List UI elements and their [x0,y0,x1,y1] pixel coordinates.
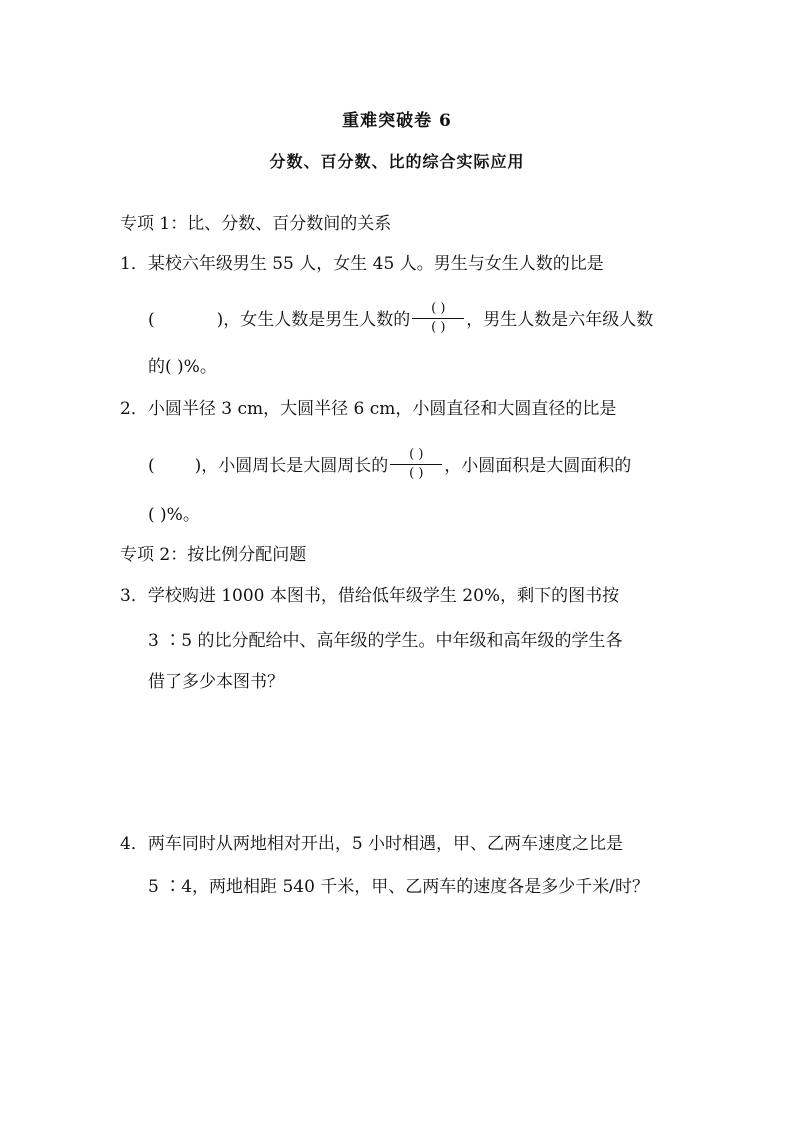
q1-fraction-denominator: ( ) [431,320,446,335]
question-1-line-1: 1．某校六年级男生 55 人，女生 45 人。男生与女生人数的比是 [120,254,604,274]
q2-fraction-numerator: ( ) [409,447,424,462]
fraction-bar [412,318,464,319]
question-1-line-3: 的( )%。 [148,357,217,377]
question-4-line-1: 4．两车同时从两地相对开出，5 小时相遇，甲、乙两车速度之比是 [120,834,624,854]
q1-fraction-blank[interactable] [412,301,464,336]
page-title: 重难突破卷 6 [342,111,452,131]
fraction-bar [390,464,442,465]
q1-fraction-numerator: ( ) [431,301,446,316]
question-4-line-2: 5 ∶4，两地相距 540 千米，甲、乙两车的速度各是多少千米/时？ [148,877,650,897]
q1-text-c: ，男生人数是六年级人数 [466,310,654,330]
question-3-line-3: 借了多少本图书？ [148,672,284,692]
question-3-line-2: 3 ∶5 的比分配给中、高年级的学生。中年级和高年级的学生各 [148,631,623,651]
section-heading-2: 专项 2：按比例分配问题 [120,545,307,565]
question-3-line-1: 3．学校购进 1000 本图书，借给低年级学生 20%，剩下的图书按 [120,586,620,606]
q1-text-b: )，女生人数是男生人数的 [216,310,411,330]
q2-blank-open: ( [148,456,155,476]
question-2-line-1: 2．小圆半径 3 cm，大圆半径 6 cm，小圆直径和大圆直径的比是 [120,399,617,419]
q2-text-b: )，小圆周长是大圆周长的 [194,456,389,476]
section-heading-1: 专项 1：比、分数、百分数间的关系 [120,214,392,234]
question-1-line-2 [148,303,653,338]
question-2-line-3: ( )%。 [148,505,200,525]
q1-blank-open: ( [148,310,155,330]
question-2-line-2 [148,449,631,484]
q2-text-c: ，小圆面积是大圆面积的 [444,456,632,476]
page-subtitle: 分数、百分数、比的综合实际应用 [269,152,525,171]
q2-fraction-denominator: ( ) [409,466,424,481]
q2-fraction-blank[interactable] [390,447,442,482]
